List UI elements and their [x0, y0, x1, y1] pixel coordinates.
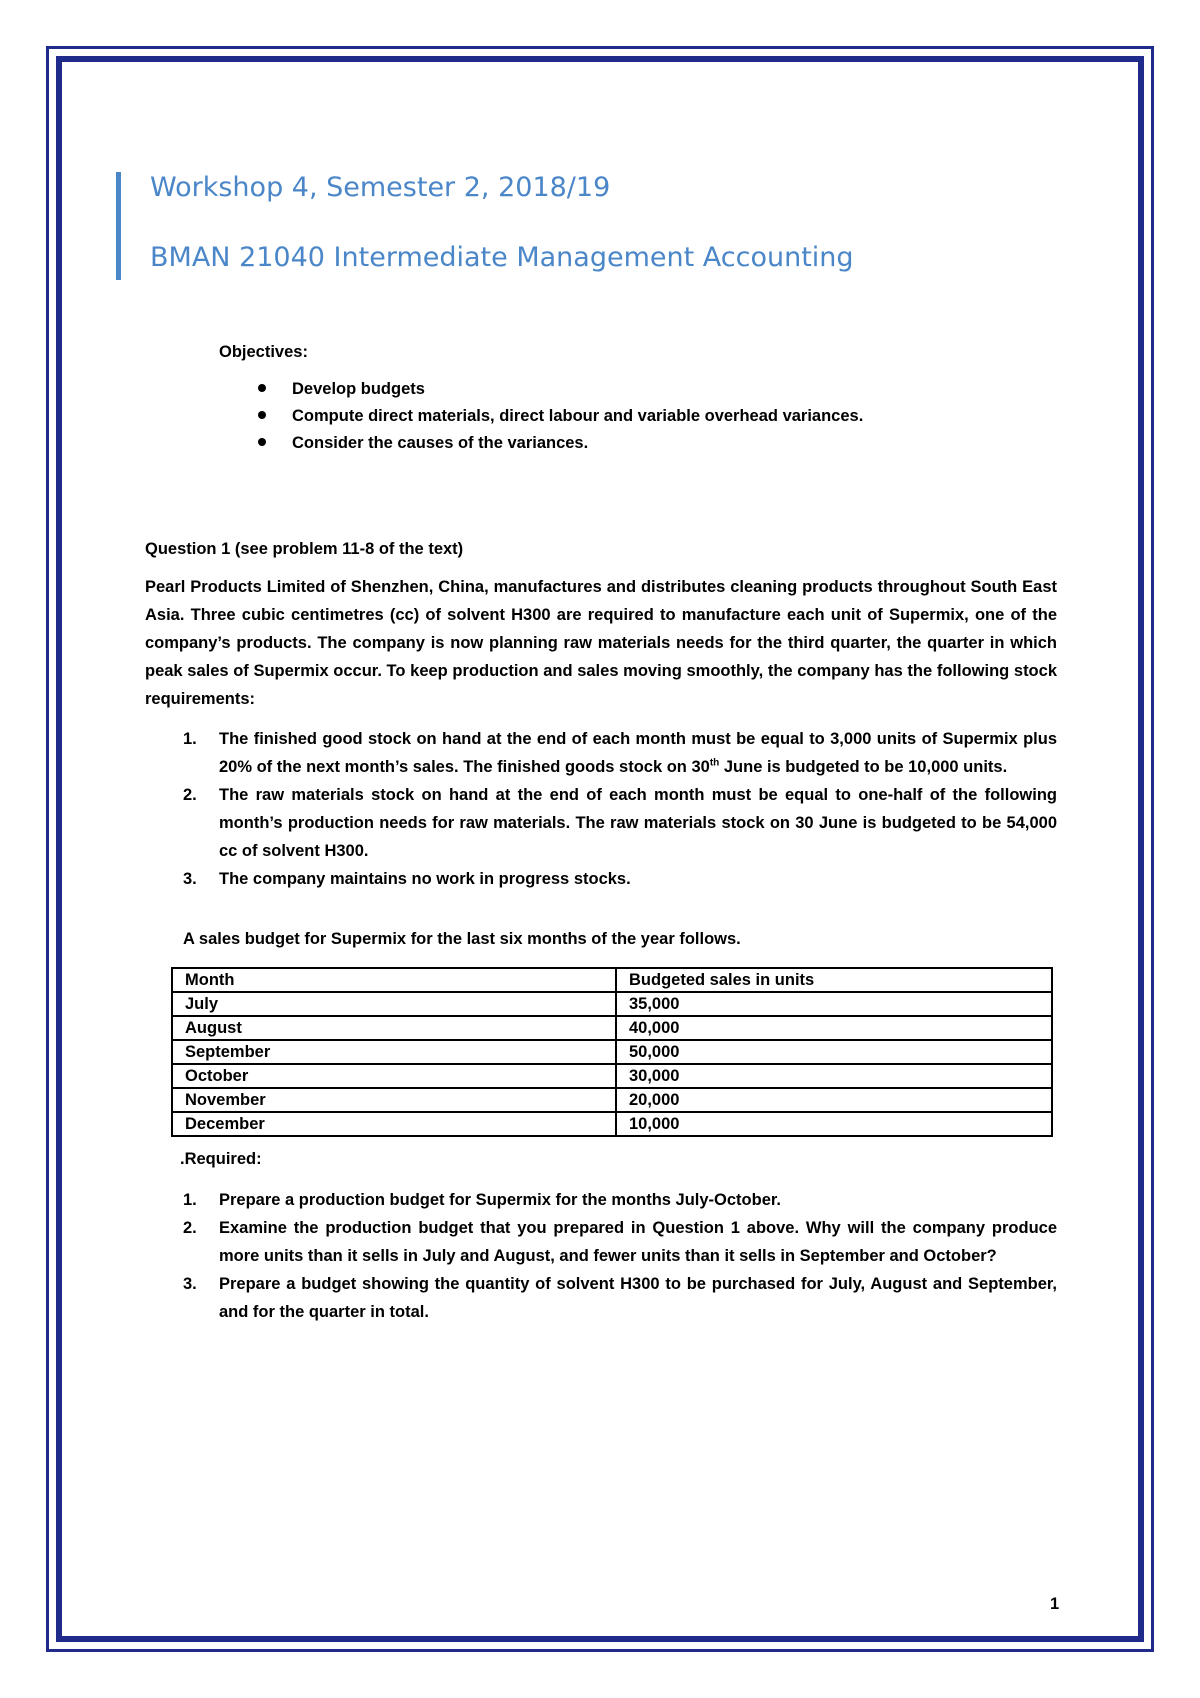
table-cell-sales: 35,000 — [616, 992, 1052, 1016]
table-cell-sales: 20,000 — [616, 1088, 1052, 1112]
table-cell-month: August — [172, 1016, 616, 1040]
page-number: 1 — [1050, 1595, 1060, 1613]
objective-item: Compute direct materials, direct labour and variable overhead variances. — [258, 402, 863, 429]
title-block — [116, 172, 1021, 280]
table-cell-month: December — [172, 1112, 616, 1136]
table-cell-month: October — [172, 1064, 616, 1088]
question1-heading: Question 1 (see problem 11-8 of the text) — [145, 540, 464, 558]
workshop-title: Workshop 4, Semester 2, 2018/19 — [150, 172, 611, 203]
course-title: BMAN 21040 Intermediate Management Accounting — [150, 242, 854, 273]
stock-requirements-list — [145, 725, 1057, 893]
objectives-list — [258, 375, 863, 456]
table-cell-sales: 10,000 — [616, 1112, 1052, 1136]
required-heading: .Required: — [180, 1150, 262, 1168]
objective-item: Consider the causes of the variances. — [258, 429, 863, 456]
required-number: 2. — [183, 1219, 197, 1237]
requirement-item: 3. The company maintains no work in progress stocks. — [145, 865, 1057, 893]
table-row — [172, 1112, 1052, 1136]
table-row — [172, 1064, 1052, 1088]
required-number: 1. — [183, 1191, 197, 1209]
question1-intro: Pearl Products Limited of Shenzhen, China, manufactures and distributes cleaning products throughout South East Asia. Three cubic centimetres (cc) of solvent H300 are required to manufacture each unit of Supermix, one of the company’s products. The company is now planning raw materials needs for the third quarter, the quarter in which peak sales of Supermix occur. To keep production and sales moving smoothly, the company has the following stock requirements: — [145, 578, 1057, 708]
table-row — [172, 992, 1052, 1016]
table-header-cell: Month — [172, 968, 616, 992]
required-list — [145, 1186, 1057, 1326]
sales-budget-table — [171, 967, 1053, 1137]
table-cell-month: July — [172, 992, 616, 1016]
table-cell-sales: 30,000 — [616, 1064, 1052, 1088]
required-item: 1. Prepare a production budget for Supermix for the months July-October. — [145, 1186, 1057, 1214]
table-header-cell: Budgeted sales in units — [616, 968, 1052, 992]
required-item: 2. Examine the production budget that you prepared in Question 1 above. Why will the company produce more units than it sells in July and August, and fewer units than it sells in September and October? — [145, 1214, 1057, 1270]
required-item: 3. Prepare a budget showing the quantity of solvent H300 to be purchased for July, August and September, and for the quarter in total. — [145, 1270, 1057, 1326]
table-cell-sales: 50,000 — [616, 1040, 1052, 1064]
table-row — [172, 1088, 1052, 1112]
requirement-number: 1. — [183, 730, 197, 748]
required-number: 3. — [183, 1275, 197, 1293]
sales-budget-intro: A sales budget for Supermix for the last six months of the year follows. — [183, 930, 741, 948]
objectives-heading: Objectives: — [219, 343, 308, 361]
requirement-number: 2. — [183, 786, 197, 804]
table-row — [172, 1040, 1052, 1064]
table-row — [172, 1016, 1052, 1040]
objective-item: Develop budgets — [258, 375, 863, 402]
table-cell-sales: 40,000 — [616, 1016, 1052, 1040]
table-cell-month: September — [172, 1040, 616, 1064]
requirement-item: 2. The raw materials stock on hand at the end of each month must be equal to one-half of the following month’s production needs for raw materials. The raw materials stock on 30 June is budgeted to be 54,000 cc of solvent H300. — [145, 781, 1057, 865]
table-header-row — [172, 968, 1052, 992]
table-cell-month: November — [172, 1088, 616, 1112]
requirement-number: 3. — [183, 870, 197, 888]
requirement-item: 1. The finished good stock on hand at the end of each month must be equal to 3,000 units of Supermix plus 20% of the next month’s sales. The finished goods stock on 30th June is budgeted to be 10,000 units. — [145, 725, 1057, 781]
